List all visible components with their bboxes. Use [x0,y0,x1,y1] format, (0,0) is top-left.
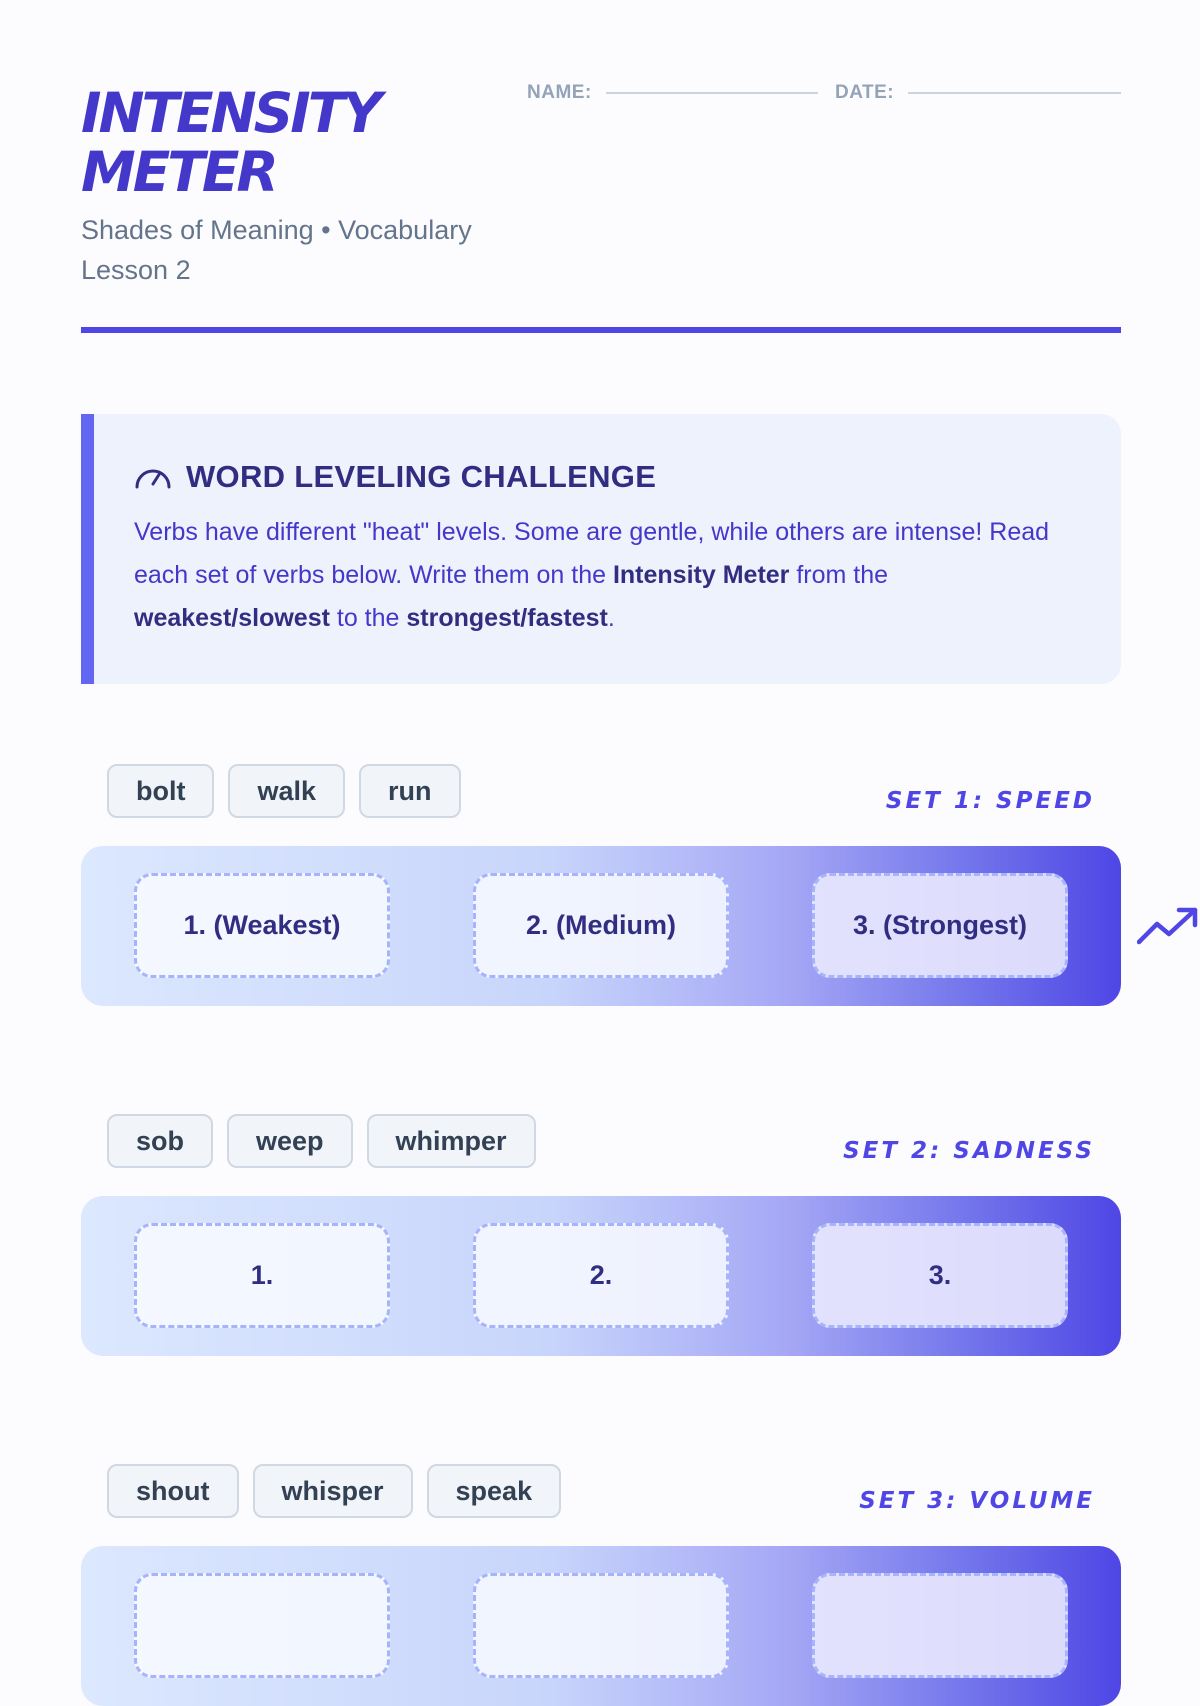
title-line-2: METER [81,140,276,204]
answer-slot-1[interactable]: 1. [134,1223,390,1328]
name-line[interactable] [606,92,818,94]
answer-slot-3[interactable] [812,1573,1068,1678]
word-chip[interactable]: speak [427,1464,562,1518]
intensity-meter [81,1546,1121,1706]
answer-slot-1[interactable]: 1. (Weakest) [134,873,390,978]
answer-slot-3[interactable]: 3. (Strongest) [812,873,1068,978]
intensity-meter [81,1196,1121,1356]
answer-slot-2[interactable]: 2. [473,1223,729,1328]
intensity-meter [81,846,1121,1006]
instructions-text-2: from the [789,561,889,589]
word-chip[interactable]: whimper [367,1114,536,1168]
word-chip[interactable]: whisper [253,1464,413,1518]
title-line-1: INTENSITY [81,81,380,145]
answer-slot-1[interactable] [134,1573,390,1678]
instructions-text-4: . [607,604,615,632]
name-label: NAME: [527,82,592,103]
worksheet-header [81,0,1121,336]
instructions-bold-2: weakest/slowest [134,604,330,632]
word-chip[interactable]: weep [227,1114,353,1168]
instructions-text [134,511,1071,640]
word-bank [107,764,461,818]
instructions-bold-3: strongest/fastest [406,604,608,632]
page-subtitle [81,210,521,290]
instructions-text-1: Verbs have different "heat" levels. Some are gentle, while others are intense! Read each set of verbs below. Write them on the [134,518,1050,589]
header-divider [81,327,1121,333]
page-title [81,81,501,204]
instructions-title: WORD LEVELING CHALLENGE [186,459,657,494]
instructions-bold-1: Intensity Meter [612,561,790,589]
set-label: SET 1: SPEED [885,788,1095,814]
instructions-header [134,459,1071,495]
set-label: SET 3: VOLUME [859,1488,1095,1514]
word-bank [107,1114,536,1168]
gauge-icon [134,460,172,495]
word-chip[interactable]: run [359,764,461,818]
subtitle-line-2: Lesson 2 [81,255,191,285]
name-field[interactable] [527,82,818,104]
word-chip[interactable]: sob [107,1114,213,1168]
date-label: DATE: [835,82,895,103]
worksheet-page [81,0,1121,1514]
word-bank [107,1464,561,1518]
word-chip[interactable]: shout [107,1464,239,1518]
set-label: SET 2: SADNESS [843,1138,1095,1164]
subtitle-line-1: Shades of Meaning • Vocabulary [81,215,472,245]
answer-slot-2[interactable]: 2. (Medium) [473,873,729,978]
word-chip[interactable]: bolt [107,764,214,818]
instructions-box [81,414,1121,684]
answer-slot-3[interactable]: 3. [812,1223,1068,1328]
instructions-text-3: to the [329,604,407,632]
word-chip[interactable]: walk [228,764,345,818]
answer-slot-2[interactable] [473,1573,729,1678]
trending-up-icon [1137,904,1200,948]
date-field[interactable] [835,82,1121,104]
date-line[interactable] [908,92,1121,94]
